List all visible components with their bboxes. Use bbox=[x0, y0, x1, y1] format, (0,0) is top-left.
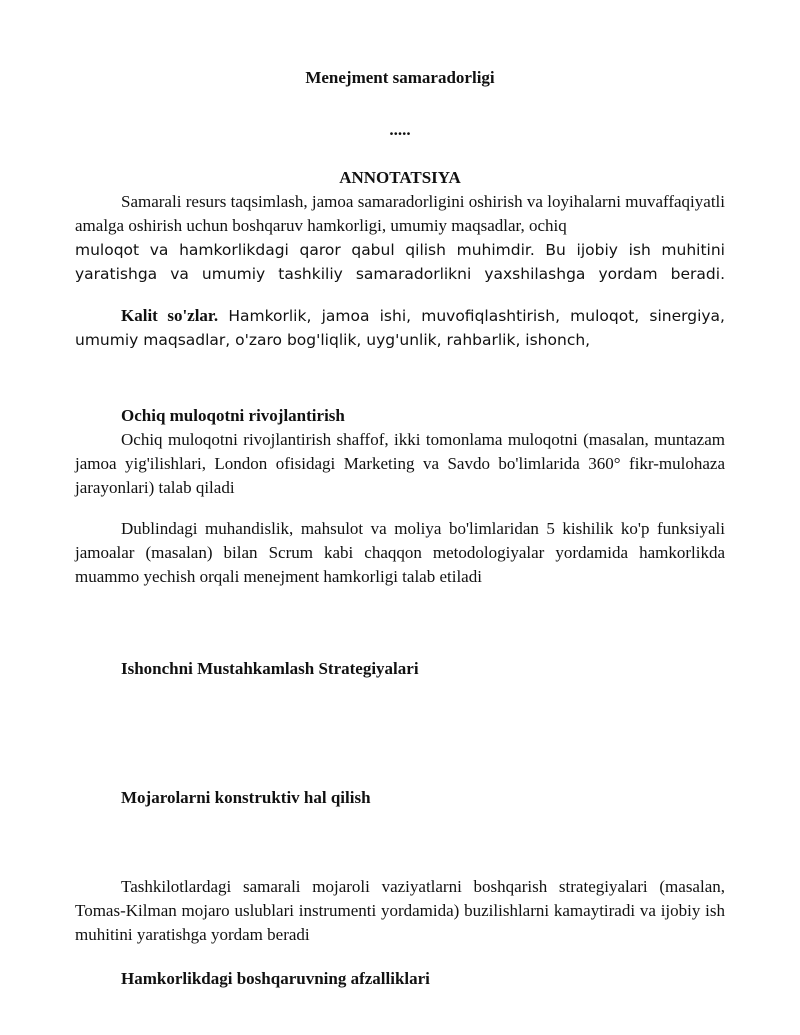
annotation-heading: ANNOTATSIYA bbox=[339, 168, 461, 187]
open-communication-paragraph-1: Ochiq muloqotni rivojlantirish shaffof, ikki tomonlama muloqotni (masalan, muntazam jamoa yig'ilishlari, London ofisidagi Marketing va Savdo bo'limlarida 360° fikr-mulohaza jarayonlari) talab qiladi bbox=[75, 430, 725, 497]
section-heading-collaborative-management-benefits: Hamkorlikdagi boshqaruvning afzalliklari bbox=[121, 969, 430, 988]
section-heading-trust-strategies: Ishonchni Mustahkamlash Strategiyalari bbox=[121, 659, 419, 678]
section-heading-open-communication: Ochiq muloqotni rivojlantirish bbox=[121, 406, 345, 425]
open-communication-paragraph-2: Dublindagi muhandislik, mahsulot va moliya bo'limlaridan 5 kishilik ko'p funksiyali jamoalar (masalan) bilan Scrum kabi chaqqon metodologiyalar yordamida hamkorlikda muammo yechish orqali menejment hamkorligi talab etiladi bbox=[75, 519, 725, 586]
keywords-text: Hamkorlik, jamoa ishi, muvofiqlashtirish, muloqot, sinergiya, umumiy maqsadlar, o'zaro bog'liqlik, uyg'unlik, rahbarlik, ishonch, bbox=[75, 307, 725, 349]
title-separator-dots: ..... bbox=[389, 120, 411, 139]
document-title: Menejment samaradorligi bbox=[305, 68, 495, 87]
annotation-text-part2: muloqot va hamkorlikdagi qaror qabul qilish muhimdir. Bu ijobiy ish muhitini yaratishga va umumiy tashkiliy samaradorlikni yaxshilashga yordam beradi. bbox=[75, 241, 725, 283]
section-heading-conflict-resolution: Mojarolarni konstruktiv hal qilish bbox=[121, 788, 371, 807]
keywords-label: Kalit so'zlar. bbox=[121, 306, 219, 325]
conflict-resolution-paragraph: Tashkilotlardagi samarali mojaroli vaziyatlarni boshqarish strategiyalari (masalan, Tomas-Kilman mojaro uslublari instrumenti yordamida) buzilishlarni kamaytiradi va ijobiy ish muhitini yaratishga yordam beradi bbox=[75, 877, 725, 944]
annotation-paragraph bbox=[75, 190, 725, 286]
annotation-text-part1: Samarali resurs taqsimlash, jamoa samaradorligini oshirish va loyihalarni muvaffaqiyatli amalga oshirish uchun boshqaruv hamkorligi, umumiy maqsadlar, ochiq bbox=[75, 192, 725, 235]
keywords-paragraph bbox=[75, 304, 725, 352]
